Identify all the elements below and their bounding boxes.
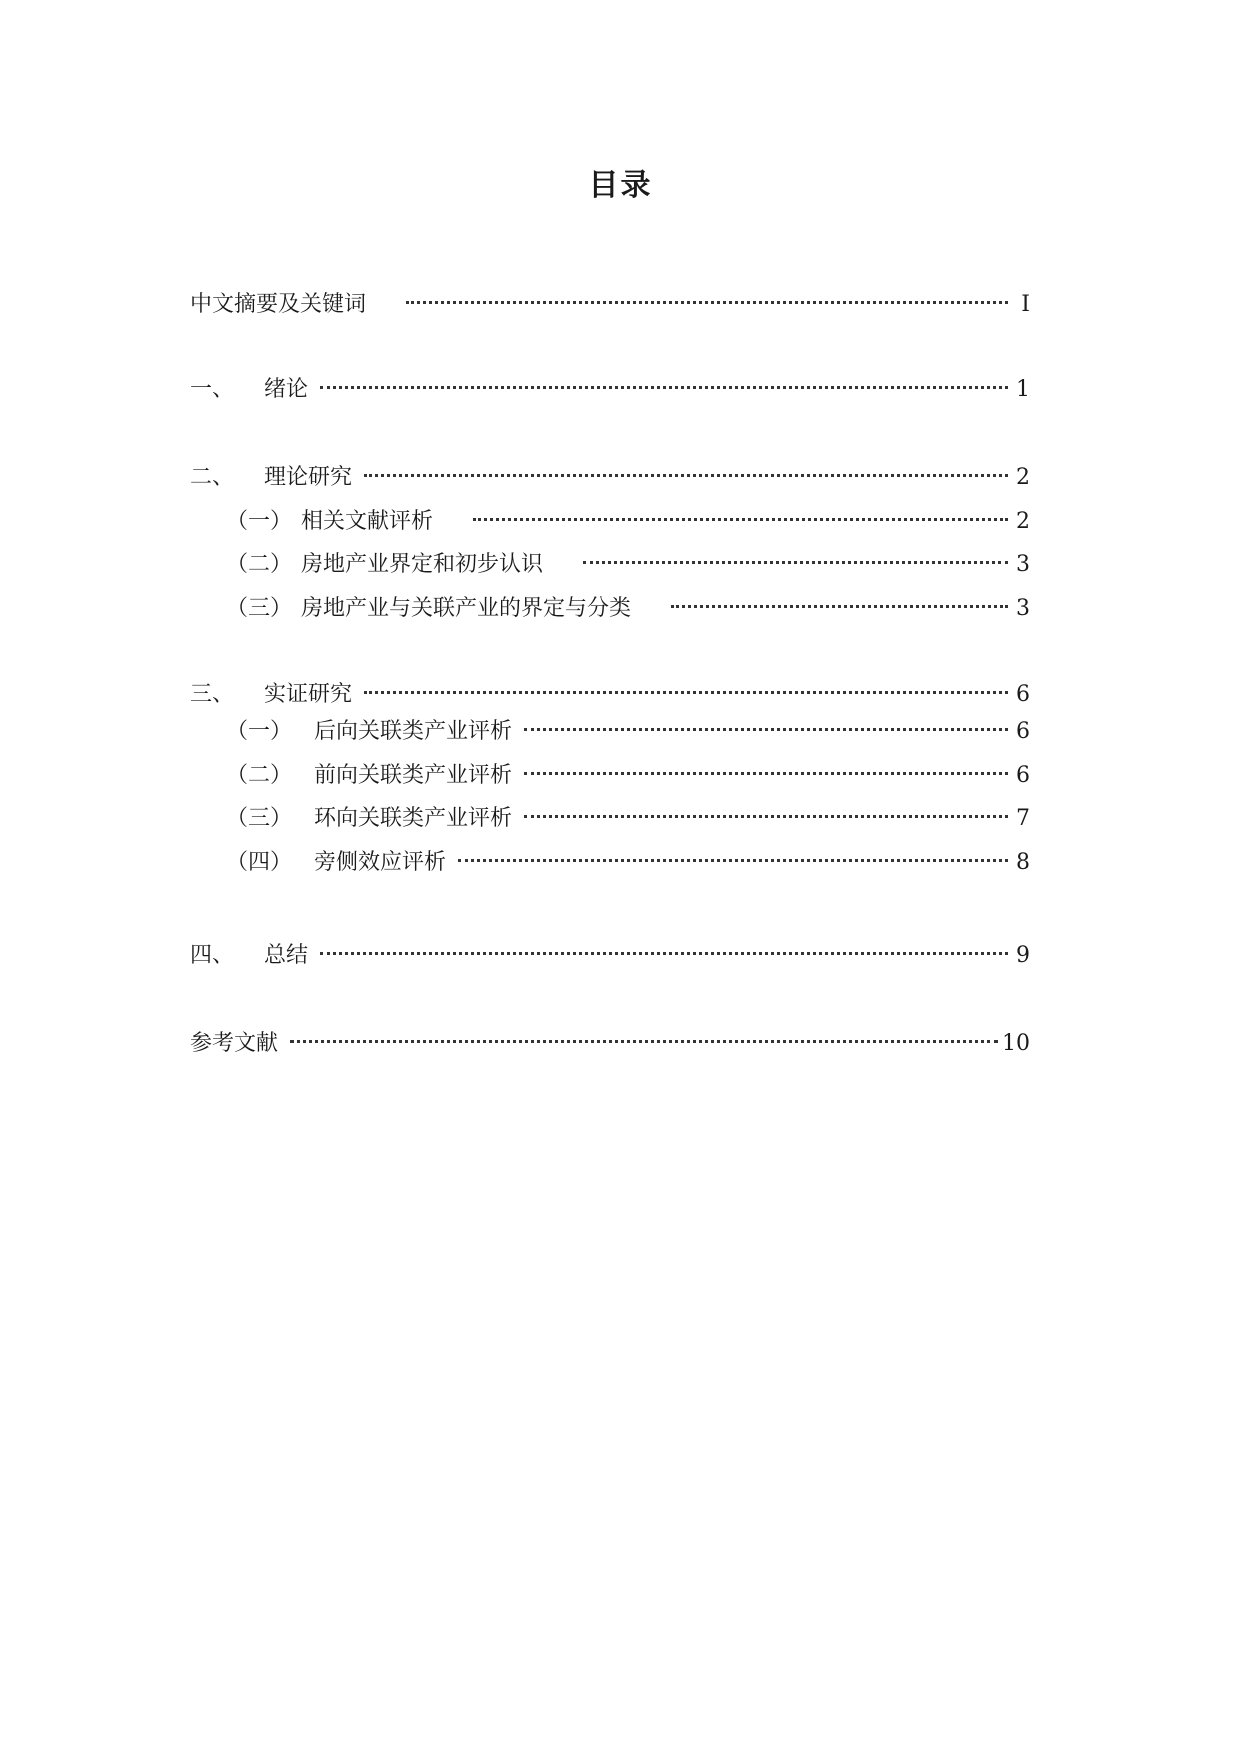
toc-entry-abstract[interactable] bbox=[190, 290, 1030, 320]
toc-page-number: 9 bbox=[1016, 943, 1030, 968]
toc-dot-leader bbox=[364, 691, 1008, 694]
toc-entry-ch2-2[interactable] bbox=[226, 550, 1030, 580]
toc-page-number: 3 bbox=[1016, 596, 1030, 621]
toc-entry-ch2[interactable] bbox=[190, 463, 1030, 493]
toc-entry-ch3-3[interactable] bbox=[226, 804, 1030, 834]
toc-page-number: 6 bbox=[1016, 763, 1030, 788]
toc-entry-title: 前向关联类产业评析 bbox=[314, 763, 513, 788]
toc-entry-ch2-1[interactable] bbox=[226, 507, 1030, 537]
toc-page-number: 8 bbox=[1016, 850, 1030, 875]
toc-entry-title: 旁侧效应评析 bbox=[314, 850, 447, 875]
toc-entry-number: 一、 bbox=[190, 377, 235, 402]
toc-entry-ch3-2[interactable] bbox=[226, 761, 1030, 791]
toc-dot-leader bbox=[320, 952, 1008, 955]
toc-entry-title: 房地产业界定和初步认识 bbox=[301, 552, 544, 577]
toc-entry-title: 实证研究 bbox=[264, 682, 353, 707]
toc-dot-leader bbox=[671, 605, 1008, 608]
toc-entry-title: 总结 bbox=[264, 943, 309, 968]
toc-entry-number: （一） bbox=[226, 719, 293, 744]
toc-entry-ch3-1[interactable] bbox=[226, 717, 1030, 747]
toc-entry-title: 相关文献评析 bbox=[301, 509, 434, 534]
toc-dot-leader bbox=[524, 772, 1008, 775]
toc-entry-number: （三） bbox=[226, 806, 293, 831]
toc-page-number: I bbox=[1021, 292, 1030, 317]
toc-entry-title: 绪论 bbox=[264, 377, 309, 402]
toc-dot-leader bbox=[364, 474, 1008, 477]
toc-entry-ch4[interactable] bbox=[190, 941, 1030, 971]
toc-entry-number: 二、 bbox=[190, 465, 235, 490]
toc-entry-title: 环向关联类产业评析 bbox=[314, 806, 513, 831]
toc-dot-leader bbox=[473, 518, 1008, 521]
toc-dot-leader bbox=[583, 561, 1008, 564]
toc-dot-leader bbox=[524, 728, 1008, 731]
toc-entry-number: （二） bbox=[226, 763, 293, 788]
toc-page-number: 1 bbox=[1016, 377, 1030, 402]
toc-dot-leader bbox=[458, 859, 1008, 862]
toc-dot-leader bbox=[406, 301, 1008, 304]
toc-entry-title: 房地产业与关联产业的界定与分类 bbox=[301, 596, 632, 621]
toc-entry-number: （二） bbox=[226, 552, 293, 577]
toc-entry-ch1[interactable] bbox=[190, 375, 1030, 405]
toc-page-number: 10 bbox=[1002, 1031, 1030, 1056]
toc-entry-ch3-4[interactable] bbox=[226, 848, 1030, 878]
toc-dot-leader bbox=[290, 1040, 998, 1043]
toc-entry-ch3[interactable] bbox=[190, 680, 1030, 710]
toc-page-number: 6 bbox=[1016, 719, 1030, 744]
toc-dot-leader bbox=[320, 386, 1008, 389]
toc-page-number: 3 bbox=[1016, 552, 1030, 577]
toc-entry-title: 参考文献 bbox=[190, 1031, 279, 1056]
toc-entry-title: 后向关联类产业评析 bbox=[314, 719, 513, 744]
toc-entry-number: （三） bbox=[226, 596, 293, 621]
toc-entry-number: （一） bbox=[226, 509, 293, 534]
toc-page-number: 2 bbox=[1016, 509, 1030, 534]
toc-entry-number: 四、 bbox=[190, 943, 235, 968]
toc-entry-title: 理论研究 bbox=[264, 465, 353, 490]
toc-entry-references[interactable] bbox=[190, 1029, 1030, 1059]
toc-page-number: 2 bbox=[1016, 465, 1030, 490]
toc-entry-number: 三、 bbox=[190, 682, 235, 707]
toc-page-number: 7 bbox=[1016, 806, 1030, 831]
toc-entry-number: （四） bbox=[226, 850, 293, 875]
toc-entry-ch2-3[interactable] bbox=[226, 594, 1030, 624]
page-title: 目录 bbox=[588, 168, 653, 203]
toc-page-number: 6 bbox=[1016, 682, 1030, 707]
toc-dot-leader bbox=[524, 815, 1008, 818]
toc-entry-title: 中文摘要及关键词 bbox=[190, 292, 367, 317]
